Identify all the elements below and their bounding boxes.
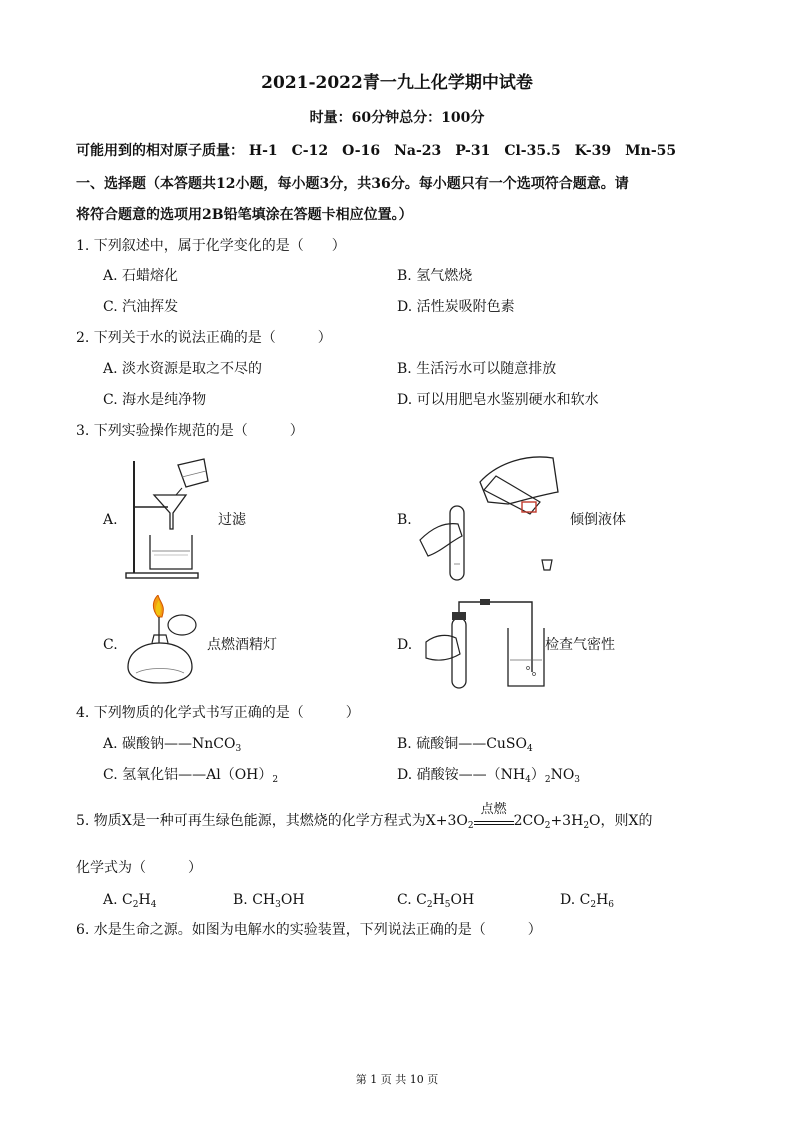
q1-option-b: B. 氢气燃烧 [397,268,473,284]
q3-option-d-text: 检查气密性 [545,637,615,653]
q3-option-a-letter: A. [103,512,118,528]
atomic-mass-item: Na-23 [394,143,442,159]
q5-stem-line2: 化学式为（ ） [76,860,202,876]
q3-stem: 3. 下列实验操作规范的是（ ） [76,423,304,439]
atomic-masses-label: 可能用到的相对原子质量： [76,143,244,159]
atomic-mass-list [249,143,690,159]
q5-option-a: A. $C_2H_4$ [103,892,157,910]
q4-option-a: A. 碳酸钠——NnCO$_3$ [103,736,242,754]
atomic-mass-item: P-31 [455,143,491,159]
q2-option-a: A. 淡水资源是取之不尽的 [103,361,263,377]
q5-option-d: D. $C_2H_6$ [560,892,615,910]
q2-stem: 2. 下列关于水的说法正确的是（ ） [76,330,332,346]
q3-option-b-text: 倾倒液体 [570,512,626,528]
q1-option-d: D. 活性炭吸附色素 [397,299,515,315]
page-number: 第 1 页 共 10 页 [355,1073,439,1086]
atomic-masses [76,142,690,160]
section-heading-line2: 将符合题意的选项用2B铅笔填涂在答题卡相应位置。） [76,207,413,223]
atomic-mass-item: Mn-55 [625,143,677,159]
q2-option-c: C. 海水是纯净物 [103,392,207,408]
time-score: 时量：60分钟总分：100分 [309,110,485,126]
pour-liquid-figure [418,452,563,582]
q3-option-c-letter: C. [103,637,118,653]
q5-option-b: B. $CH_3OH$ [233,892,305,910]
atomic-mass-item: C-12 [291,143,329,159]
q4-stem: 4. 下列物质的化学式书写正确的是（ ） [76,705,360,721]
q3-option-d-letter: D. [397,637,413,653]
atomic-mass-item: O-16 [342,143,381,159]
q4-option-d: D. 硝酸铵$——(NH_4)_2NO_3$ [397,767,581,785]
q2-option-d: D. 可以用肥皂水鉴别硬水和软水 [397,392,599,408]
exam-title: 2021-2022青一九上化学期中试卷 [261,73,533,93]
q4-option-c: C. 氢氧化铝$——Al(OH)_2$ [103,767,279,785]
alcohol-lamp-figure [120,595,210,685]
q4-option-b: B. 硫酸铜——CuSO$_4$ [397,736,533,754]
q5-option-c: C. $C_2H_5OH$ [397,892,475,910]
q2-option-b: B. 生活污水可以随意排放 [397,361,557,377]
q6-stem: 6. 水是生命之源。如图为电解水的实验装置，下列说法正确的是（ ） [76,922,542,938]
airtightness-figure [420,598,545,690]
filtration-figure [124,455,220,580]
q1-stem: 1. 下列叙述中，属于化学变化的是（ ） [76,238,346,254]
atomic-mass-item: Cl-35.5 [504,143,561,159]
atomic-mass-item: K-39 [574,143,612,159]
atomic-mass-item: H-1 [248,143,278,159]
q5-stem: 5. 物质X是一种可再生绿色能源，其燃烧的化学方程式为$X+3O_2$ 点燃 $2CO_2+3H_2O$，则X的 [76,802,653,831]
q3-option-a-text: 过滤 [218,512,246,528]
q5-equation: $X+3O_2$ 点燃 $2CO_2+3H_2O$ [425,802,601,831]
reaction-condition: 点燃 [480,802,507,817]
q1-option-c: C. 汽油挥发 [103,299,179,315]
section-heading-line1: 一、选择题（本答题共12小题，每小题3分，共36分。每小题只有一个选项符合题意。请 [76,176,629,192]
q3-option-c-text: 点燃酒精灯 [207,637,277,653]
q1-option-a: A. 石蜡熔化 [103,268,179,284]
q3-option-b-letter: B. [397,512,412,528]
